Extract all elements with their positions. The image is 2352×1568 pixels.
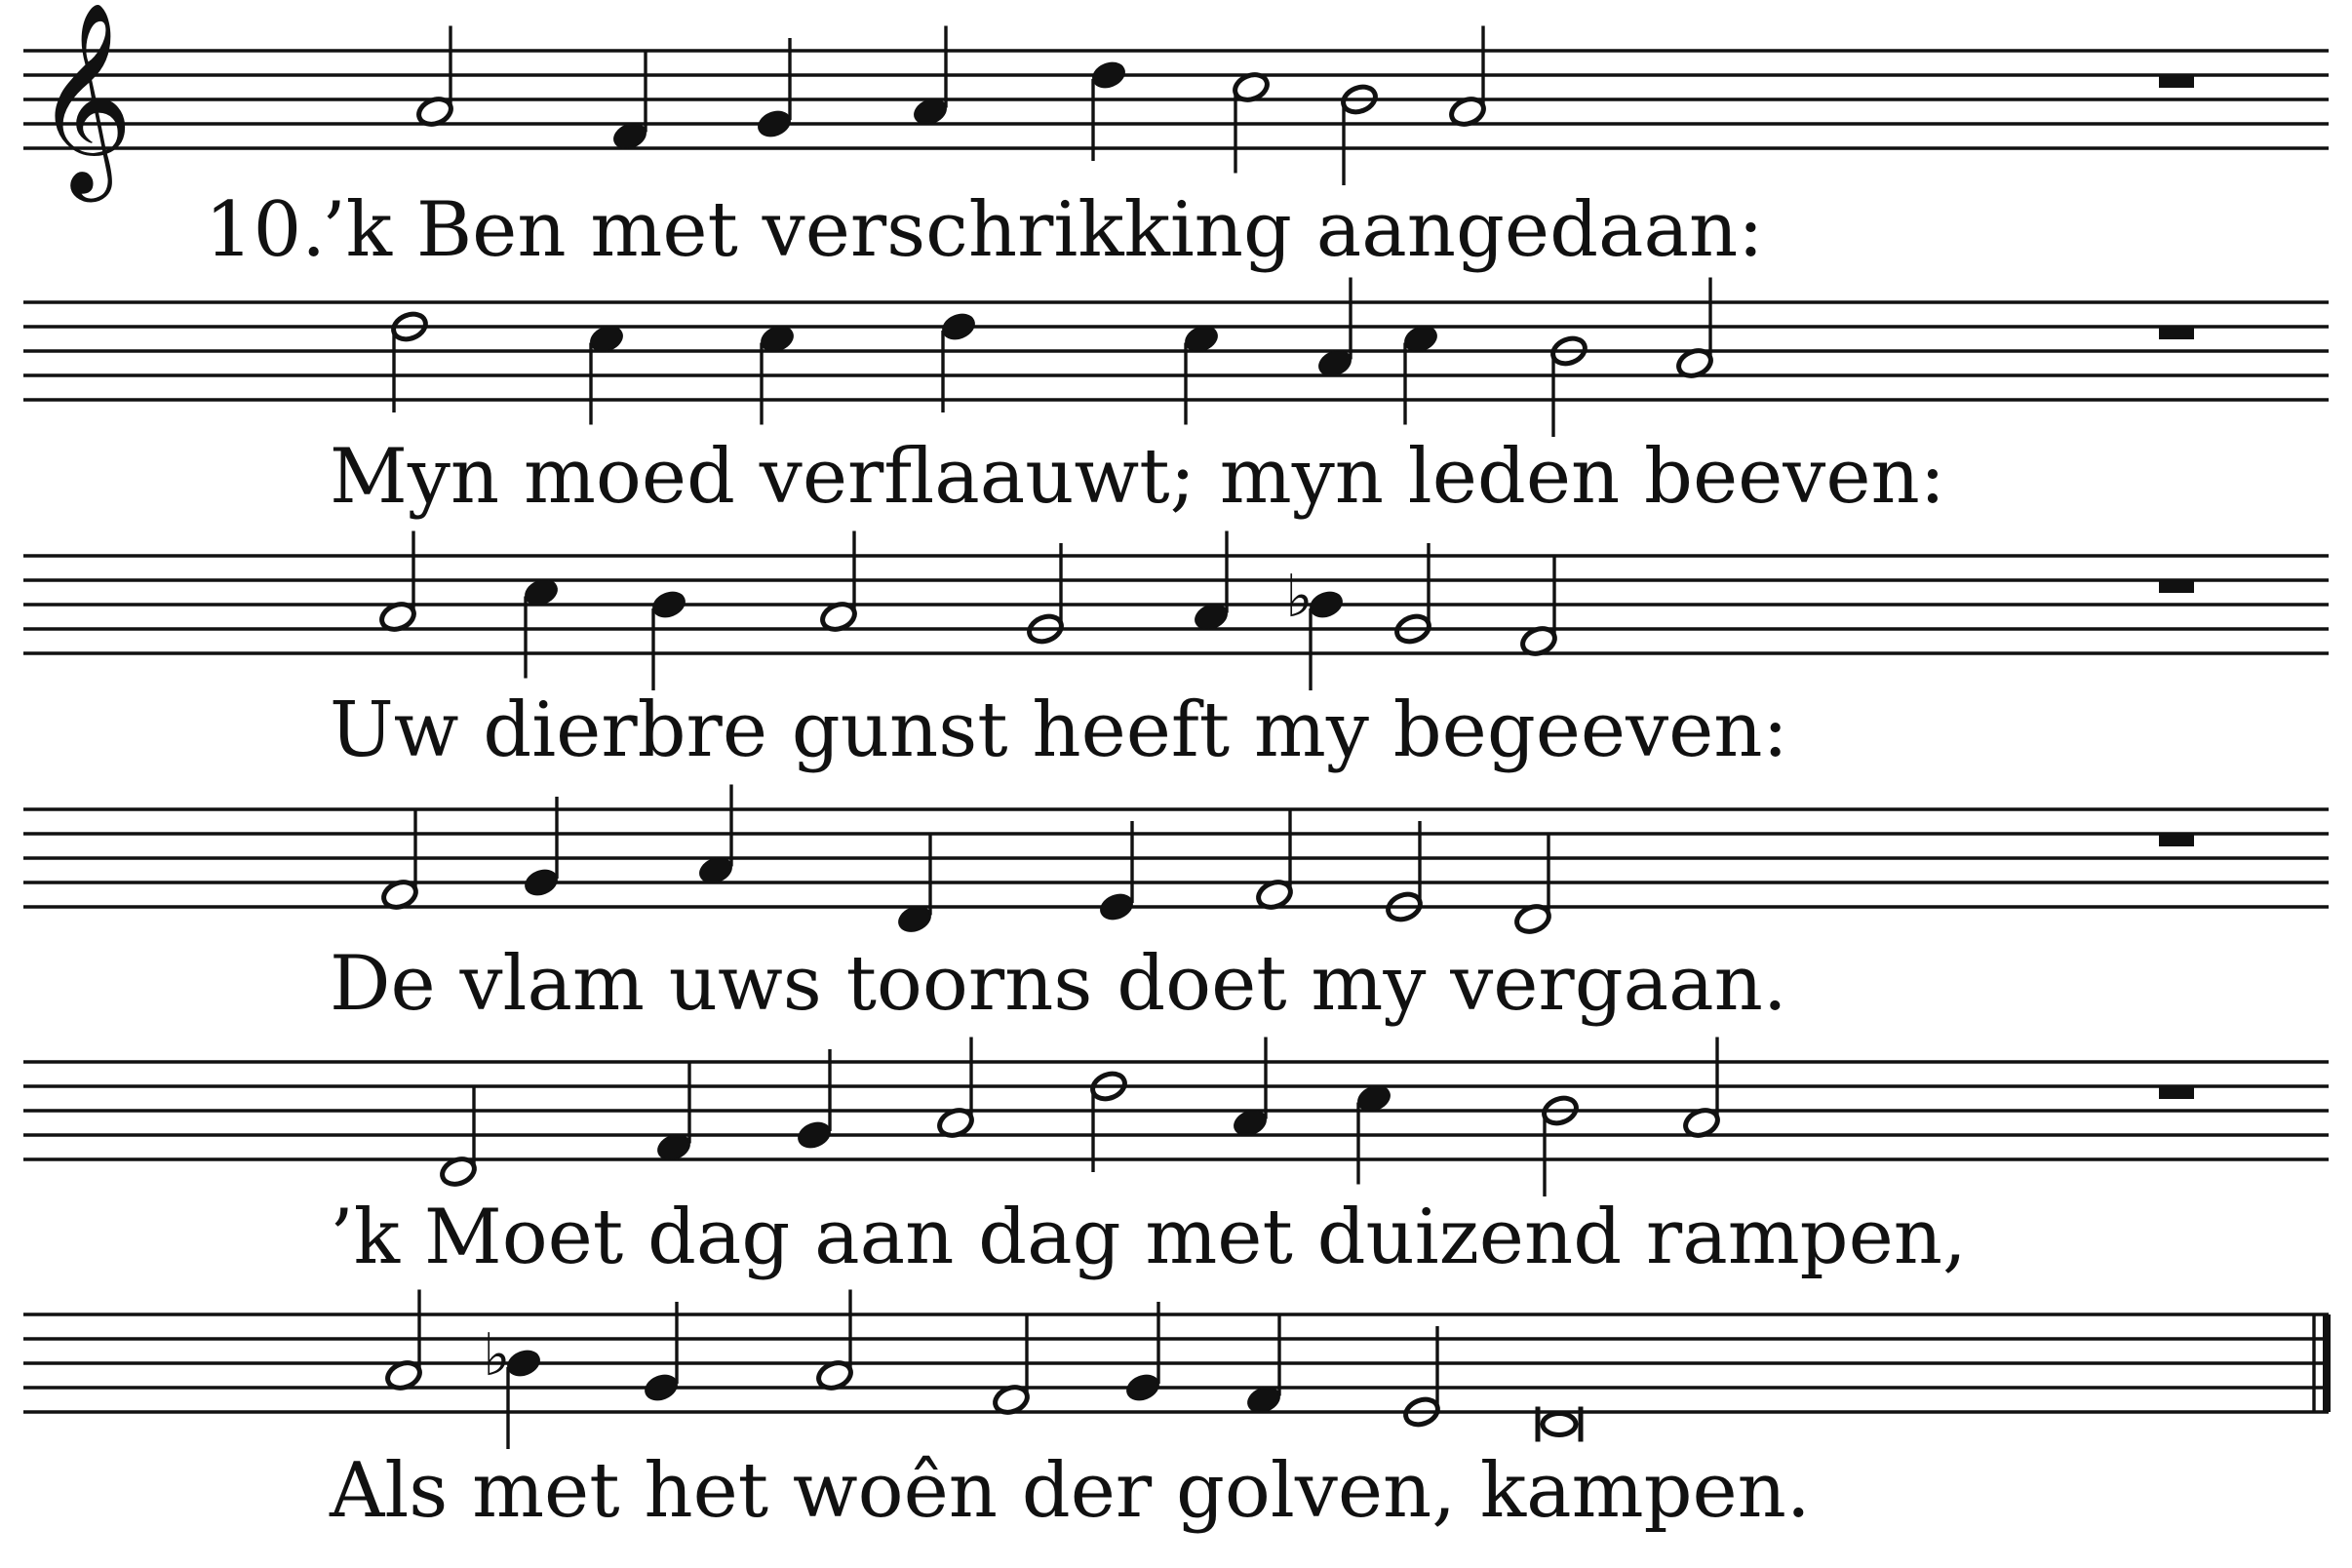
notehead — [939, 310, 979, 344]
note — [1244, 1314, 1284, 1417]
staff-system — [23, 785, 2329, 1029]
note — [1255, 809, 1295, 912]
note — [642, 1302, 682, 1404]
note — [1682, 1038, 1722, 1140]
note — [1192, 531, 1232, 634]
notehead — [1123, 1371, 1163, 1405]
half-rest — [2159, 327, 2194, 339]
note — [819, 531, 859, 634]
note — [1123, 1302, 1163, 1404]
note — [1232, 70, 1272, 173]
half-rest — [2159, 1086, 2194, 1099]
half-rest — [2159, 834, 2194, 846]
note — [911, 26, 951, 129]
staff-system — [23, 531, 2329, 775]
note — [378, 531, 418, 634]
flat-icon: ♭ — [1285, 563, 1313, 631]
staves-layer — [23, 1, 2329, 1535]
notehead — [1097, 890, 1137, 924]
half-rest — [2159, 580, 2194, 593]
note — [1675, 278, 1715, 380]
note — [758, 322, 798, 424]
note — [815, 1290, 855, 1392]
treble-clef-icon: 𝄞 — [35, 1, 134, 194]
lyric-line: De vlam uws toorns doet my vergaan. — [330, 940, 1787, 1028]
notehead — [795, 1118, 835, 1153]
note — [522, 575, 562, 678]
note — [696, 785, 736, 887]
note — [1089, 59, 1129, 161]
flat-icon: ♭ — [483, 1321, 511, 1390]
staff-system — [23, 1290, 2329, 1536]
lyric-line: Myn moed verflaauwt; myn leden beeven: — [330, 433, 1946, 521]
note — [895, 834, 935, 936]
staff-system — [23, 278, 2329, 522]
note — [755, 38, 795, 140]
notehead — [642, 1371, 682, 1405]
note — [1231, 1038, 1271, 1140]
lyric-line: Uw dierbre gunst heeft my begeeven: — [330, 686, 1788, 774]
note — [654, 1062, 694, 1164]
notehead — [755, 107, 795, 141]
note — [649, 588, 689, 690]
note — [439, 1086, 479, 1189]
note — [587, 322, 627, 424]
note — [1513, 834, 1553, 936]
lyric-line: ’k Ben met verschrikking aangedaan: — [322, 186, 1764, 274]
note — [384, 1290, 424, 1392]
notehead — [649, 588, 689, 622]
note — [1448, 26, 1488, 129]
note — [610, 51, 650, 153]
note — [939, 310, 979, 412]
note — [1354, 1081, 1394, 1184]
note — [522, 797, 562, 899]
notehead — [1543, 1414, 1576, 1435]
note — [1315, 278, 1355, 380]
notehead — [1089, 59, 1129, 93]
note — [795, 1049, 835, 1152]
note — [415, 26, 455, 129]
note — [1401, 322, 1441, 424]
notehead — [522, 866, 562, 900]
verse-number: 10. — [205, 186, 327, 274]
note — [992, 1314, 1032, 1417]
lyric-line: Als met het woên der golven, kampen. — [330, 1447, 1811, 1535]
staff-system — [23, 1038, 2329, 1282]
half-rest — [2159, 75, 2194, 88]
note — [1097, 821, 1137, 923]
note — [380, 809, 420, 912]
note — [1182, 322, 1222, 424]
lyric-line: ’k Moet dag aan dag met duizend rampen, — [330, 1194, 1967, 1281]
staff-system — [23, 1, 2329, 274]
note — [936, 1038, 976, 1140]
note — [1519, 556, 1559, 658]
